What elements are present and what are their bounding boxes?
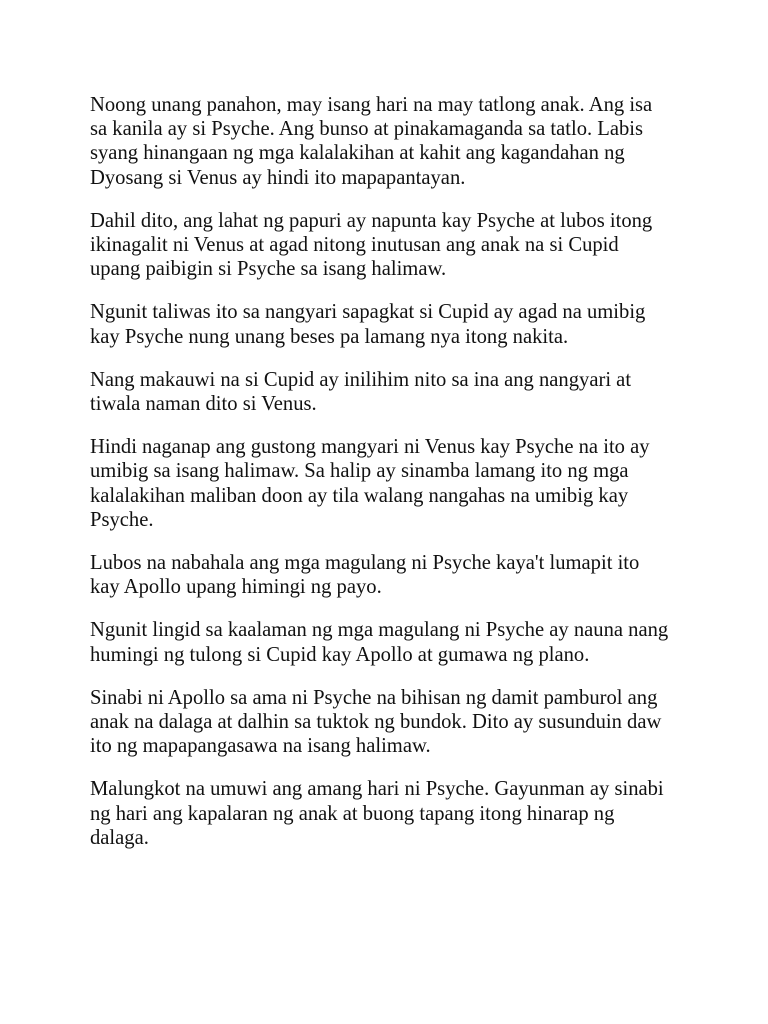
paragraph-9: Malungkot na umuwi ang amang hari ni Psyche. Gayunman ay sinabi ng hari ang kapalaran ng anak at buong tapang itong hinarap ng dalaga.	[90, 778, 664, 849]
paragraph-3: Ngunit taliwas ito sa nangyari sapagkat si Cupid ay agad na umibig kay Psyche nung unang beses pa lamang nya itong nakita.	[90, 301, 646, 348]
paragraph-5: Hindi naganap ang gustong mangyari ni Venus kay Psyche na ito ay umibig sa isang halimaw. Sa halip ay sinamba lamang ito ng mga kalalakihan maliban doon ay tila walang nangahas na umibig kay Psyche.	[90, 436, 650, 531]
paragraph-2: Dahil dito, ang lahat ng papuri ay napunta kay Psyche at lubos itong ikinagalit ni Venus at agad nitong inutusan ang anak na si Cupid upang paibigin si Psyche sa isang halimaw.	[90, 209, 653, 281]
paragraph-6: Lubos na nabahala ang mga magulang ni Psyche kaya't lumapit ito kay Apollo upang himingi ng payo.	[90, 552, 640, 599]
paragraph-1: Noong unang panahon, may isang hari na may tatlong anak. Ang isa sa kanila ay si Psyche. Ang bunso at pinakamaganda sa tatlo. Labis syang hinangaan ng mga kalalakihan at kahit ang kagandahan ng Dyosang si Venus ay hindi ito mapapantayan.	[90, 94, 653, 189]
paragraph-7: Ngunit lingid sa kaalaman ng mga magulang ni Psyche ay nauna nang humingi ng tulong si Cupid kay Apollo at gumawa ng plano.	[90, 619, 669, 666]
document-body	[90, 93, 690, 869]
paragraph-4: Nang makauwi na si Cupid ay inilihim nito sa ina ang nangyari at tiwala naman dito si Venus.	[90, 368, 632, 416]
paragraph-8: Sinabi ni Apollo sa ama ni Psyche na bihisan ng damit pamburol ang anak na dalaga at dalhin sa tuktok ng bundok. Dito ay susunduin daw ito ng mapapangasawa na isang halimaw.	[90, 686, 662, 758]
